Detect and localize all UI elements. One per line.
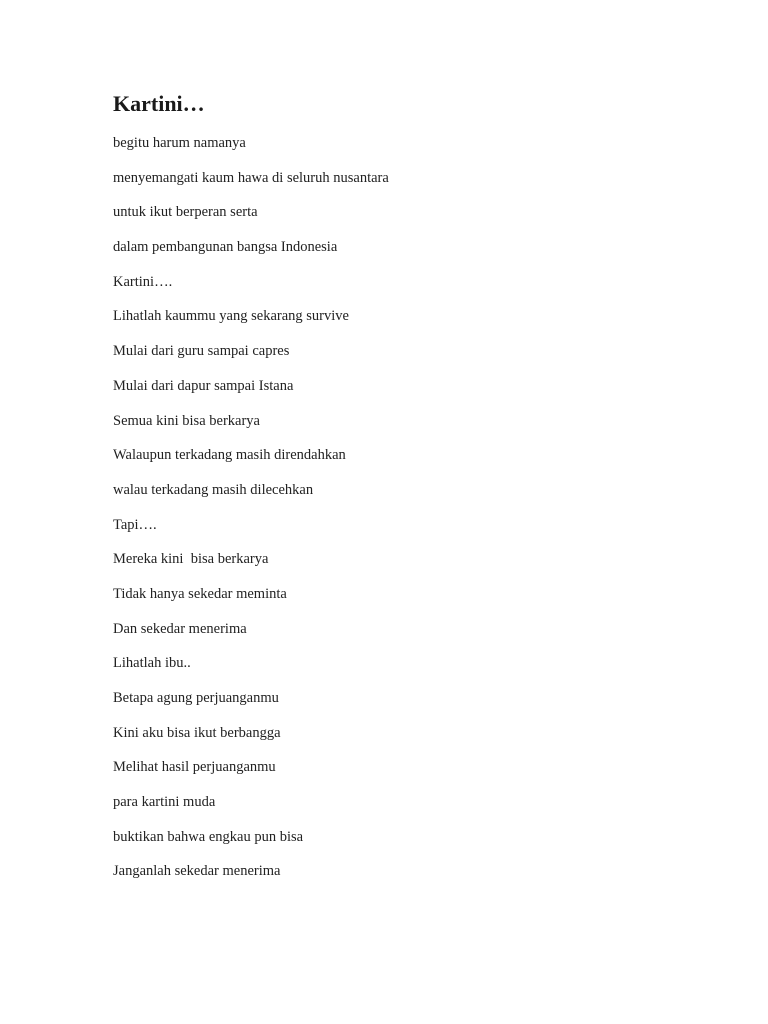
poem-line: Dan sekedar menerima: [113, 620, 247, 637]
poem-line: Lihatlah kaummu yang sekarang survive: [113, 308, 349, 325]
poem-line: Mulai dari guru sampai capres: [113, 343, 290, 360]
poem-line: Tidak hanya sekedar meminta: [113, 585, 287, 602]
poem-line: Mereka kini bisa berkarya: [113, 551, 269, 568]
poem-line: Betapa agung perjuanganmu: [113, 690, 279, 706]
poem-line: para kartini muda: [113, 794, 216, 811]
poem-line: Walaupun terkadang masih direndahkan: [113, 447, 346, 464]
poem-line: Kartini….: [113, 273, 173, 290]
poem-title: Kartini…: [113, 91, 205, 116]
poem-line: Lihatlah ibu..: [113, 655, 191, 672]
poem-line: Janganlah sekedar menerima: [113, 863, 281, 880]
poem-line: Melihat hasil perjuanganmu: [113, 759, 276, 776]
poem-line: Tapi….: [113, 516, 157, 533]
poem-line: buktikan bahwa engkau pun bisa: [113, 828, 304, 845]
poem-line: Kini aku bisa ikut berbangga: [113, 724, 281, 741]
poem-line: Mulai dari dapur sampai Istana: [113, 377, 294, 394]
poem-line: Semua kini bisa berkarya: [113, 412, 260, 429]
poem-body: [113, 131, 389, 894]
poem-line: walau terkadang masih dilecehkan: [113, 481, 314, 498]
poem-line: dalam pembangunan bangsa Indonesia: [113, 239, 338, 256]
poem-line: begitu harum namanya: [113, 135, 246, 151]
poem-line: untuk ikut berperan serta: [113, 204, 258, 221]
poem-line: menyemangati kaum hawa di seluruh nusantara: [113, 169, 389, 186]
